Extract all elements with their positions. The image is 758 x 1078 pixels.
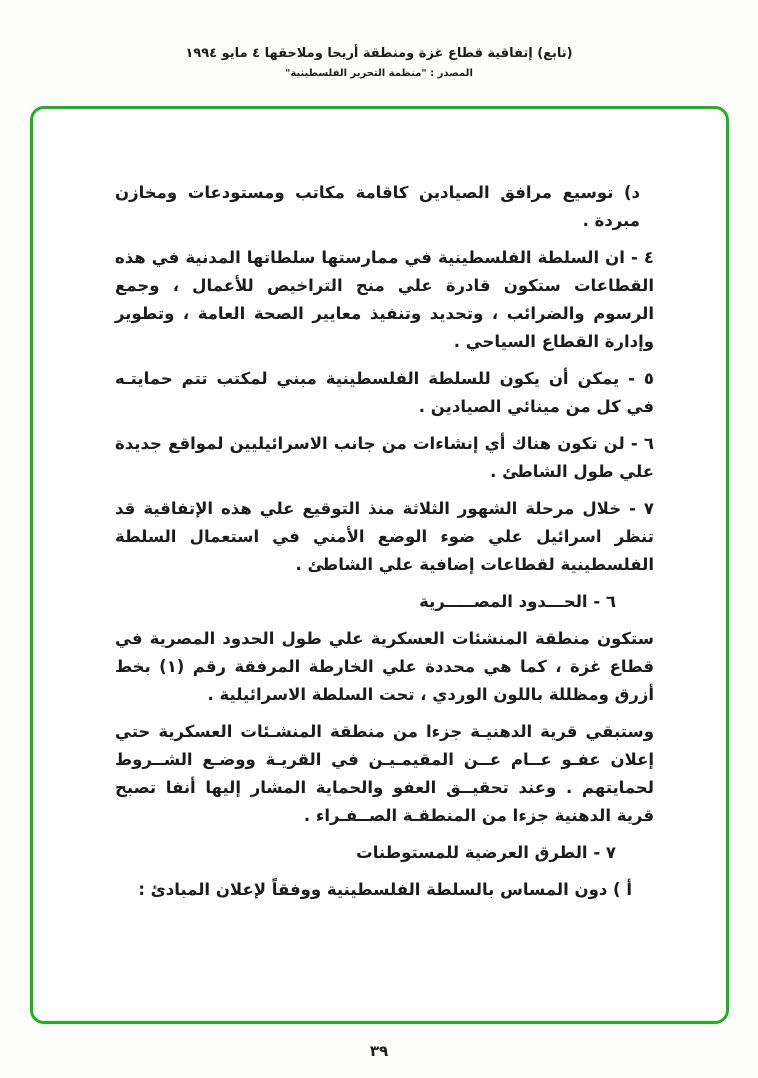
page-header xyxy=(0,46,758,79)
document-title: (تابع) إتفاقية قطاع غزة ومنطقة أريحا وملاحقها ٤ مايو ١٩٩٤ xyxy=(185,46,573,61)
clause-7: ٧ - خلال مرحلة الشهور الثلاثة منذ التوقيع علي هذه الإتفاقية قد تنظر اسرائيل علي ضوء الوضع الأمني في استعمال السلطة الفلسطينية لقطاعات إضافية علي الشاطئ . xyxy=(115,499,654,574)
clause-item-d: د) توسيع مرافق الصيادين كاقامة مكاتب ومستودعات ومخازن مبردة . xyxy=(115,183,640,230)
page-number: ٣٩ xyxy=(369,1042,389,1060)
clause-6: ٦ - لن تكون هناك أي إنشاءات من جانب الاسرائيليين لمواقع جديدة علي طول الشاطئ . xyxy=(115,434,654,481)
paragraph-dahaniya-village: وستبقي قرية الدهنيـة جزءا من منطقة المنشـئات العسكرية حتي إعلان عفـو عــام عــن المقيمـيـن في القريـة ووضـع الشــروط لحمايتهم . وعند تحقيــق العفو والحماية المشار إليها أنفا تصبح قرية الدهنية جزءا من المنطقـة الصــفـراء . xyxy=(115,722,654,825)
section-heading-egyptian-border: ٦ - الحـــدود المصـــــرية xyxy=(419,592,616,611)
paragraph-military-installations: ستكون منطقة المنشئات العسكرية علي طول الحدود المصرية في قطاع غزة ، كما هي محددة علي الخارطة المرفقة رقم (١) بخط أزرق ومظللة باللون الوردي ، تحت السلطة الاسرائيلية . xyxy=(115,629,654,704)
green-border-frame xyxy=(30,106,729,1024)
clause-item-a: أ ) دون المساس بالسلطة الفلسطينية ووفقاً لإعلان المبادئ : xyxy=(138,880,632,899)
clause-4: ٤ - ان السلطة الفلسطينية في ممارستها سلطاتها المدنية في هذه القطاعات ستكون قادرة علي منح التراخيص للأعمال ، وجمع الرسوم والضرائب ، وتحديد وتنفيذ معايير الصحة العامة ، وتطوير وإدارة القطاع السياحي . xyxy=(115,248,654,351)
document-source: المصدر : "منظمة التحرير الفلسطينية" xyxy=(285,68,473,79)
document-body xyxy=(115,179,654,913)
clause-5: ٥ - يمكن أن يكون للسلطة الفلسطينية مبني لمكتب تتم حمايتـه في كل من مينائي الصيادين . xyxy=(115,369,654,416)
section-heading-lateral-roads: ٧ - الطرق العرضية للمستوطنات xyxy=(356,843,616,862)
